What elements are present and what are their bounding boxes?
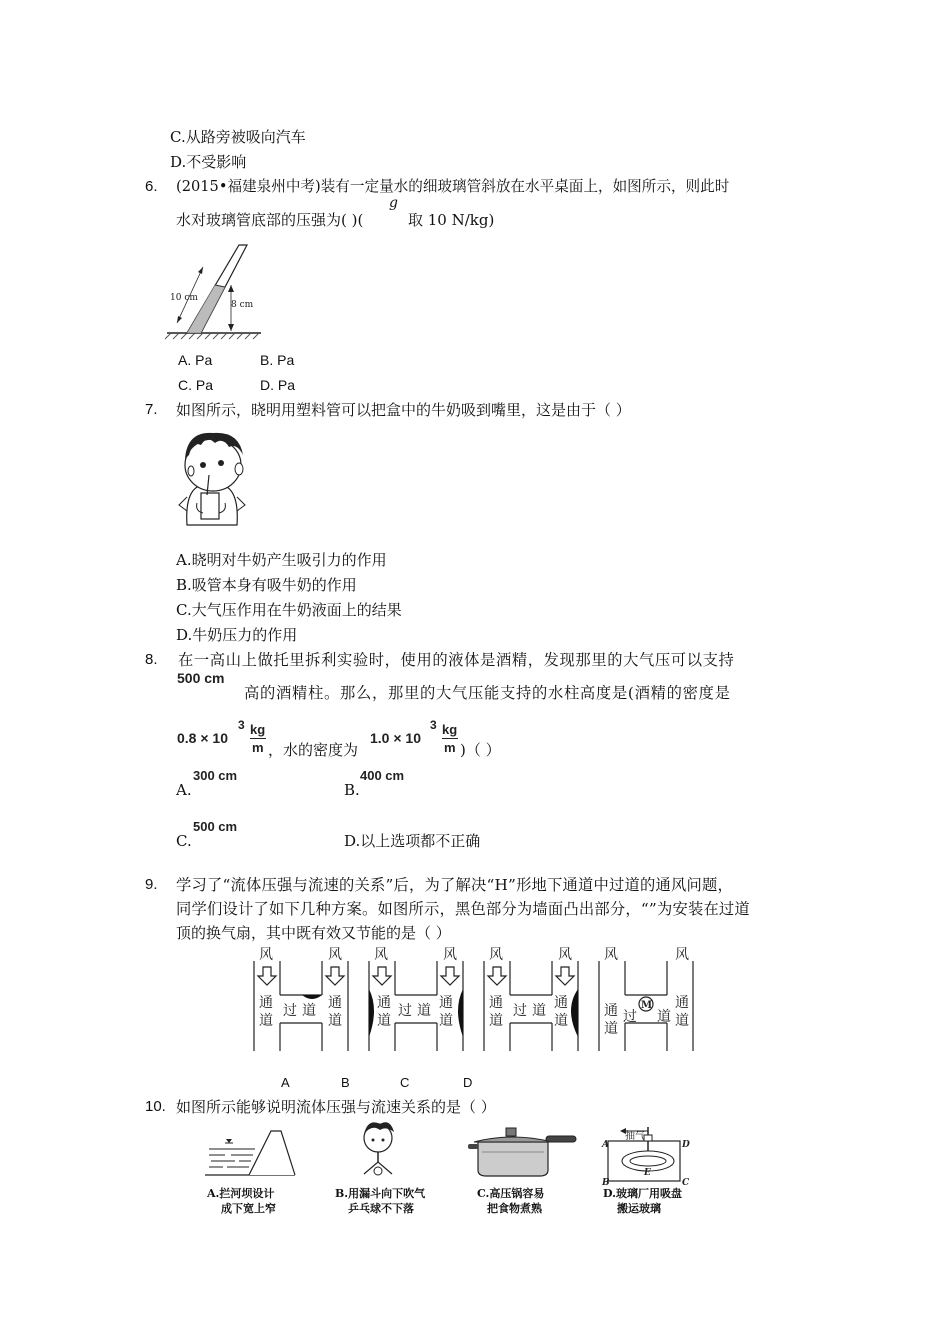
q6-height-label: 8 cm (231, 300, 254, 310)
q10-caption-b-line2: 乒乓球不下落 (348, 1202, 414, 1215)
svg-text:通: 通 (377, 995, 391, 1011)
q9-stem-line1: 学习了“流体压强与流速的关系”后，为了解决“H”形地下通道中过道的通风问题， (176, 876, 734, 894)
q7-option-a: A.晓明对牛奶产生吸引力的作用 (176, 551, 387, 569)
q6-option-c: C. Pa (178, 377, 214, 393)
q8-water-density-intro: ，水的密度为 (268, 741, 359, 759)
svg-text:道: 道 (302, 1003, 316, 1019)
q8-alcohol-column-height: 500 cm (177, 670, 225, 686)
q6-stem-line2a: 水对玻璃管底部的压强为( )( (176, 211, 364, 229)
q8-alcohol-density-exponent: 3 (238, 718, 245, 732)
svg-text:通: 通 (604, 1003, 618, 1019)
q5-option-c: C.从路旁被吸向汽车 (170, 128, 306, 146)
q8-option-c-label: C. (176, 832, 192, 850)
q6-tube-length-label: 10 cm (170, 293, 198, 303)
q8-alcohol-density-value: 0.8 × 10 (177, 730, 228, 746)
svg-text:道: 道 (657, 1009, 671, 1025)
q9-label-a: A (281, 1075, 290, 1090)
q7-option-d: D.牛奶压力的作用 (176, 626, 298, 644)
q10-stem: 如图所示能够说明流体压强与流速关系的是（ ） (176, 1098, 496, 1116)
q8-option-c-value: 500 cm (193, 819, 238, 834)
svg-text:风: 风 (489, 947, 503, 963)
q10-caption-b-line1: B.用漏斗向下吹气 (335, 1187, 426, 1200)
svg-text:过: 过 (398, 1003, 412, 1019)
q8-stem-end: )（ ） (460, 741, 501, 759)
q8-water-density-unit-m: m (444, 740, 456, 755)
q8-fraction-bar-1 (250, 738, 266, 739)
q8-option-b-label: B. (344, 781, 360, 799)
svg-text:道: 道 (328, 1013, 342, 1029)
q9-number: 9. (145, 876, 158, 893)
svg-text:道: 道 (417, 1003, 431, 1019)
svg-text:通: 通 (554, 995, 568, 1011)
q8-alcohol-density-unit-m: m (252, 740, 264, 755)
svg-text:过: 过 (623, 1009, 637, 1025)
q8-option-a-value: 300 cm (193, 768, 238, 783)
q9-stem-line3: 顶的换气扇，其中既有效又节能的是（ ） (176, 924, 451, 942)
q8-option-d: D.以上选项都不正确 (344, 832, 481, 850)
q5-option-d: D.不受影响 (170, 153, 247, 171)
svg-text:风: 风 (604, 947, 618, 963)
q9-label-b: B (341, 1075, 350, 1090)
svg-text:道: 道 (675, 1013, 689, 1029)
q10-caption-c-line2: 把食物煮熟 (487, 1202, 542, 1215)
q6-number: 6. (145, 178, 158, 195)
q10-caption-a-line2: 成下宽上窄 (221, 1202, 276, 1215)
glass-suction-cup-figure (600, 1125, 695, 1188)
q9-diagram-a[interactable] (254, 947, 348, 1051)
svg-text:过: 过 (283, 1003, 297, 1019)
svg-text:风: 风 (675, 947, 689, 963)
svg-text:通: 通 (439, 995, 453, 1011)
svg-text:通: 通 (328, 995, 342, 1011)
svg-text:C: C (682, 1178, 690, 1188)
q6-stem-line1: (2015•福建泉州中考)装有一定量水的细玻璃管斜放在水平桌面上，如图所示，则此时 (176, 178, 730, 195)
svg-text:A: A (602, 1140, 609, 1150)
svg-text:B: B (602, 1178, 610, 1188)
svg-text:道: 道 (259, 1013, 273, 1029)
q9-label-d: D (463, 1075, 473, 1090)
boy-drinking-milk-illustration (177, 425, 247, 533)
svg-text:风: 风 (374, 947, 388, 963)
svg-text:道: 道 (604, 1021, 618, 1037)
svg-text:通: 通 (675, 995, 689, 1011)
q8-water-density-unit-kg: kg (442, 722, 458, 737)
svg-text:D: D (682, 1140, 690, 1150)
q8-water-density-exponent: 3 (430, 718, 437, 732)
q6-g-symbol: g (389, 195, 398, 211)
pressure-cooker-figure (468, 1120, 578, 1178)
q8-number: 8. (145, 651, 158, 668)
q8-option-a-label: A. (176, 781, 192, 799)
svg-text:通: 通 (489, 995, 503, 1011)
svg-text:风: 风 (259, 947, 273, 963)
svg-text:道: 道 (554, 1013, 568, 1029)
svg-text:E: E (644, 1168, 651, 1178)
q6-stem-line2b: 取 10 N/kg) (408, 211, 495, 229)
q6-option-d: D. Pa (260, 377, 296, 393)
q9-ventilation-diagrams (250, 945, 705, 1055)
q6-glass-tube-figure (165, 245, 265, 340)
svg-text:通: 通 (259, 995, 273, 1011)
q10-caption-d-line2: 搬运玻璃 (617, 1202, 661, 1215)
q8-option-b-value: 400 cm (360, 768, 405, 783)
q7-option-b: B.吸管本身有吸牛奶的作用 (176, 576, 357, 594)
q9-label-c: C (400, 1075, 410, 1090)
q6-option-a: A. Pa (178, 352, 213, 368)
svg-text:道: 道 (532, 1003, 546, 1019)
q10-number: 10. (145, 1098, 166, 1115)
q9-diagram-d[interactable] (599, 947, 693, 1051)
q7-number: 7. (145, 401, 158, 418)
q7-option-c: C.大气压作用在牛奶液面上的结果 (176, 601, 402, 619)
q10-caption-d-line1: D.玻璃厂用吸盘 (603, 1187, 682, 1200)
svg-text:道: 道 (489, 1013, 503, 1029)
svg-text:道: 道 (377, 1013, 391, 1029)
q8-stem-line1: 在一高山上做托里拆利实验时，使用的液体是酒精，发现那里的大气压可以支持 (178, 651, 735, 669)
q6-option-b: B. Pa (260, 352, 295, 368)
svg-text:过: 过 (513, 1003, 527, 1019)
q7-stem: 如图所示，晓明用塑料管可以把盒中的牛奶吸到嘴里，这是由于（ ） (176, 401, 631, 419)
svg-text:道: 道 (439, 1013, 453, 1029)
q9-diagram-c[interactable] (484, 947, 578, 1051)
exhaust-fan-icon: M (641, 1000, 653, 1011)
q9-diagram-b[interactable] (369, 947, 463, 1051)
dam-figure (205, 1125, 295, 1177)
svg-text:风: 风 (443, 947, 457, 963)
svg-text:抽气: 抽气 (625, 1131, 645, 1142)
svg-text:风: 风 (328, 947, 342, 963)
q8-water-density-value: 1.0 × 10 (370, 730, 421, 746)
q8-fraction-bar-2 (442, 738, 458, 739)
q8-stem-line2: 高的酒精柱。那么，那里的大气压能支持的水柱高度是(酒精的密度是 (244, 684, 731, 702)
funnel-ball-figure (350, 1118, 420, 1180)
q10-caption-a-line1: A.拦河坝设计 (207, 1187, 275, 1200)
q10-caption-c-line1: C.高压锅容易 (477, 1187, 545, 1200)
q9-stem-line2: 同学们设计了如下几种方案。如图所示，黑色部分为墙面凸出部分，“”为安装在过道 (176, 900, 750, 918)
q8-alcohol-density-unit-kg: kg (250, 722, 266, 737)
svg-text:风: 风 (558, 947, 572, 963)
